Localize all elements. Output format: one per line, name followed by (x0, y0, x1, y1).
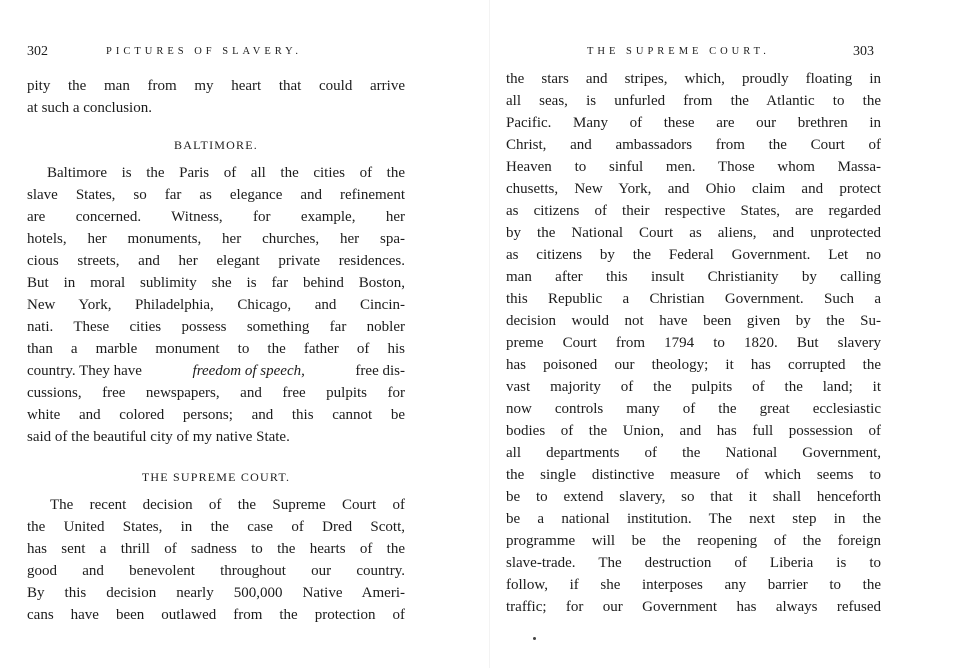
italic-phrase: freedom of speech, (192, 363, 305, 379)
text-line: now controls many of the great ecclesiastic (506, 401, 881, 417)
text-line: Pacific. Many of these are our brethren in (506, 115, 881, 131)
text-line: than a marble monument to the father of his (27, 341, 405, 357)
print-speck (533, 637, 536, 640)
text-line: as citizens of their respective States, are regarded (506, 203, 881, 219)
text-line: cious streets, and her elegant private residences. (27, 253, 405, 269)
text-line: has poisoned our theology; it has corrupted the (506, 357, 881, 373)
text-line: follow, if she interposes any barrier to the (506, 577, 881, 593)
text-line: are concerned. Witness, for example, her (27, 209, 405, 225)
text-line: the single distinctive measure of which seems to (506, 467, 881, 483)
text-line: all departments of the National Government, (506, 445, 881, 461)
text-line: nati. These cities possess something far nobler (27, 319, 405, 335)
section-heading-baltimore: BALTIMORE. (174, 138, 258, 152)
text-line: be to extend slavery, so that it shall henceforth (506, 489, 881, 505)
text-line: has sent a thrill of sadness to the hearts of the (27, 541, 405, 557)
text-line: traffic; for our Government has always refused (506, 599, 881, 615)
text-line: vast majority of the pulpits of the land; it (506, 379, 881, 395)
text-line: the stars and stripes, which, proudly floating in (506, 71, 881, 87)
text-line: at such a conclusion. (27, 100, 152, 116)
text-line: Heaven to sinful men. Those whom Massa- (506, 159, 881, 175)
text-line: all seas, is unfurled from the Atlantic to the (506, 93, 881, 109)
text-line: said of the beautiful city of my native State. (27, 429, 290, 445)
text-line: this Republic a Christian Government. Such a (506, 291, 881, 307)
text-line: preme Court from 1794 to 1820. But slavery (506, 335, 881, 351)
text-line: by the National Court as aliens, and unprotected (506, 225, 881, 241)
text-line: man after this insult Christianity by calling (506, 269, 881, 285)
page-number-left: 302 (27, 44, 48, 59)
text-line: By this decision nearly 500,000 Native Ameri- (27, 585, 405, 601)
text-line: good and benevolent throughout our country. (27, 563, 405, 579)
running-title-right: THE SUPREME COURT. (587, 46, 770, 57)
text-line: cans have been outlawed from the protection of (27, 607, 405, 623)
text-line-mixed (27, 360, 405, 382)
text-line: white and colored persons; and this cannot be (27, 407, 405, 423)
text-line: cussions, free newspapers, and free pulpits for (27, 385, 405, 401)
text-line: New York, Philadelphia, Chicago, and Cincin- (27, 297, 405, 313)
text-line: Christ, and ambassadors from the Court of (506, 137, 881, 153)
running-title-left: PICTURES OF SLAVERY. (106, 46, 303, 57)
text-line: be a national institution. The next step in the (506, 511, 881, 527)
text-line: The recent decision of the Supreme Court of (50, 497, 405, 513)
text-segment: free dis- (355, 363, 405, 379)
section-heading-supreme-court: THE SUPREME COURT. (141, 470, 291, 484)
text-line: programme will be the reopening of the foreign (506, 533, 881, 549)
text-line: the United States, in the case of Dred Scott, (27, 519, 405, 535)
text-line: slave-trade. The destruction of Liberia is to (506, 555, 881, 571)
text-line: Baltimore is the Paris of all the cities of the (47, 165, 405, 181)
text-line: But in moral sublimity she is far behind Boston, (27, 275, 405, 291)
right-page (490, 0, 980, 668)
text-segment: country. They have (27, 363, 142, 379)
page-number-right: 303 (853, 44, 874, 59)
text-line: as citizens by the Federal Government. Let no (506, 247, 881, 263)
text-line: pity the man from my heart that could arrive (27, 78, 405, 94)
text-line: decision would not have been given by the Su- (506, 313, 881, 329)
text-line: slave States, so far as elegance and refinement (27, 187, 405, 203)
text-line: hotels, her monuments, her churches, her spa- (27, 231, 405, 247)
text-line: chusetts, New York, and Ohio claim and protect (506, 181, 881, 197)
text-line: bodies of the Union, and has full possession of (506, 423, 881, 439)
